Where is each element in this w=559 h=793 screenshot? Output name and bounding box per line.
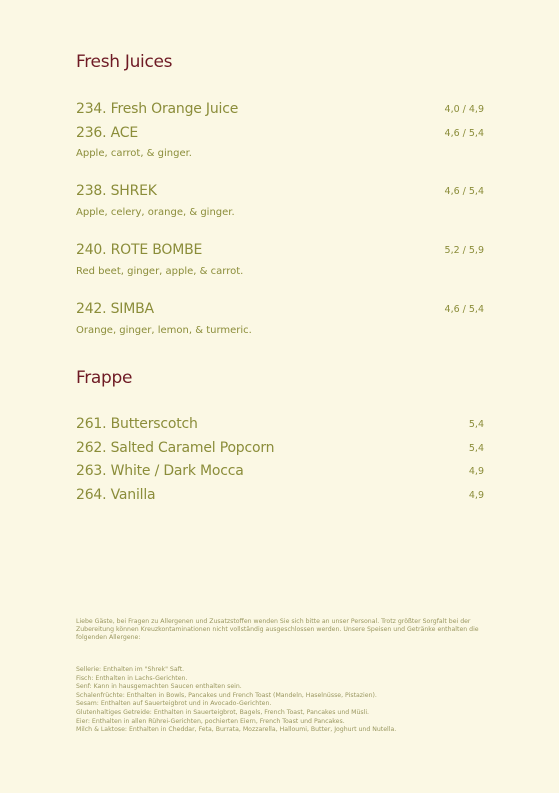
item-price: 5,2 / 5,9 <box>444 245 484 256</box>
item-price: 5,4 <box>468 443 484 454</box>
item-name: 240. ROTE BOMBE <box>76 242 203 258</box>
item-price: 4,9 <box>468 466 484 477</box>
allergen-celery: Sellerie: Enthalten im "Shrek" Saft. <box>76 666 185 673</box>
item-price: 4,6 / 5,4 <box>444 304 484 315</box>
allergen-eggs: Eier: Enthalten in allen Rührei-Gerichten, pochierten Eiern, French Toast und Pancakes. <box>76 717 345 725</box>
allergen-milk: Milch & Laktose: Enthalten in Cheddar, Feta, Burrata, Mozzarella, Halloumi, Butter, Joghurt und Nutella. <box>76 726 397 734</box>
item-price: 5,4 <box>468 419 484 430</box>
item-name: 264. Vanilla <box>76 487 156 503</box>
item-name: 238. SHREK <box>76 183 157 199</box>
item-price: 4,6 / 5,4 <box>444 128 484 139</box>
menu-item-ace <box>76 125 484 145</box>
allergen-notice: Liebe Gäste, bei Fragen zu Allergenen und Zusatzstoffen wenden Sie sich bitte an unser Personal. Trotz größter Sorgfalt bei der Zubereitung können Kreuzkontaminationen nicht vollständig ausgeschlossen werden. Unsere Speisen und Getränke enthalten die folgenden Allergene: <box>76 618 479 641</box>
allergen-fish: Fisch: Enthalten in Lachs-Gerichten. <box>76 674 188 682</box>
item-price: 4,9 <box>468 490 484 501</box>
allergen-sesame: Sesam: Enthalten auf Sauerteigbrot und in Avocado-Gerichten. <box>76 700 272 708</box>
menu-item-salted-caramel-popcorn <box>76 440 484 460</box>
item-name: 242. SIMBA <box>76 301 154 317</box>
item-price: 4,0 / 4,9 <box>444 104 484 115</box>
item-name: 234. Fresh Orange Juice <box>76 101 239 117</box>
menu-item-butterscotch <box>76 416 484 436</box>
menu-item-white-dark-mocca <box>76 463 484 483</box>
allergen-gluten: Glutenhaltiges Getreide: Enthalten in Sauerteigbrot, Bagels, French Toast, Pancakes und Müsli. <box>76 708 370 716</box>
menu-item-shrek <box>76 183 484 203</box>
allergen-mustard: Senf: Kann in hausgemachten Saucen enthalten sein. <box>76 683 242 691</box>
item-price: 4,6 / 5,4 <box>444 186 484 197</box>
item-description-ace: Apple, carrot, & ginger. <box>76 148 192 159</box>
menu-item-vanilla <box>76 487 484 507</box>
item-description-simba: Orange, ginger, lemon, & turmeric. <box>76 325 252 336</box>
menu-item-rote-bombe <box>76 242 484 262</box>
item-description-rote-bombe: Red beet, ginger, apple, & carrot. <box>76 266 244 277</box>
item-name: 263. White / Dark Mocca <box>76 463 244 479</box>
item-name: 261. Butterscotch <box>76 416 198 432</box>
allergen-list <box>76 666 496 735</box>
section-title-frappe: Frappe <box>76 368 133 388</box>
section-title-fresh-juices: Fresh Juices <box>76 52 173 72</box>
item-name: 236. ACE <box>76 125 138 141</box>
item-name: 262. Salted Caramel Popcorn <box>76 440 275 456</box>
menu-item-simba <box>76 301 484 321</box>
menu-item-fresh-orange-juice <box>76 101 484 121</box>
allergen-nuts: Schalenfrüchte: Enthalten in Bowls, Pancakes und French Toast (Mandeln, Haselnüsse, Pistazien). <box>76 691 377 699</box>
item-description-shrek: Apple, celery, orange, & ginger. <box>76 207 235 218</box>
